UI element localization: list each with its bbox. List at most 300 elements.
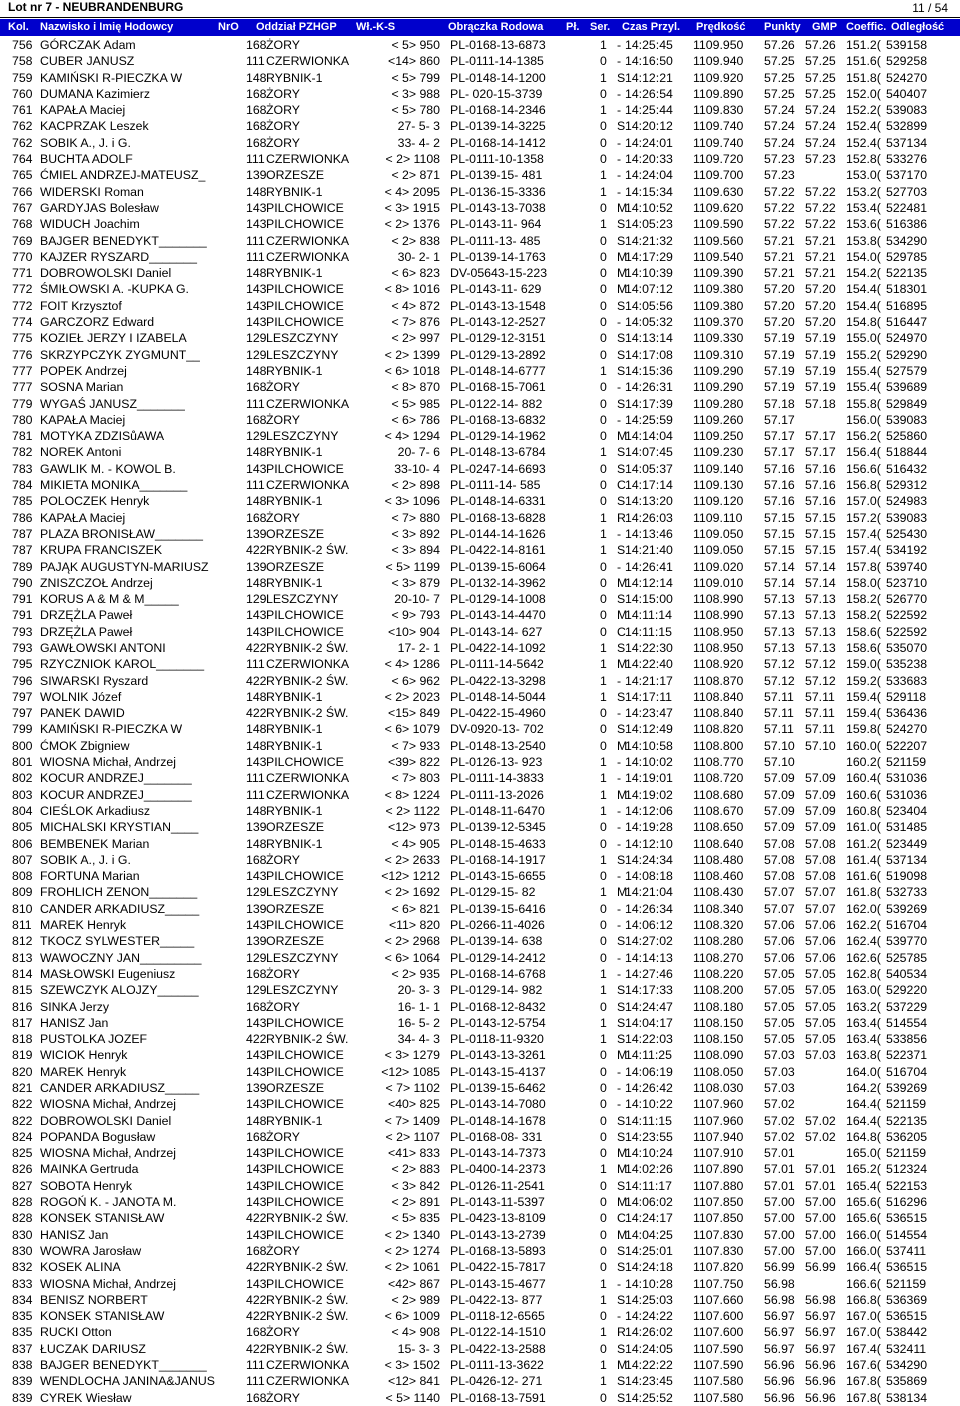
cell-nro: 148 (246, 738, 267, 753)
cell-plec: 1 (600, 168, 607, 183)
cell-plec: 0 (600, 119, 607, 134)
cell-wks: < 5> 1199 (385, 559, 440, 574)
cell-coeffic: 165.0( (846, 1146, 881, 1161)
cell-kol: 790 (12, 575, 33, 590)
cell-oddzial: PILCHOWICE (266, 298, 344, 313)
cell-czas: 14:13:46 (625, 526, 673, 541)
cell-nro: 139 (246, 934, 267, 949)
cell-gmp: 56.96 (805, 1358, 836, 1373)
cell-czas: 14:17:14 (625, 478, 673, 493)
header-divider (0, 17, 960, 18)
table-row (0, 184, 960, 200)
cell-name: KAPAŁA Maciej (40, 103, 126, 118)
cell-plec: 1 (600, 640, 607, 655)
cell-nro: 139 (246, 901, 267, 916)
cell-oddzial: CZERWIONKA (266, 657, 350, 672)
cell-nro: 139 (246, 526, 267, 541)
cell-predkosc: 1107.600 (693, 1309, 744, 1324)
cell-wks: 27- 5- 3 (397, 119, 440, 134)
cell-predkosc: 1108.270 (693, 950, 744, 965)
cell-name: BUCHTA ADOLF (40, 152, 133, 167)
cell-odleglosc: 522592 (886, 624, 928, 639)
cell-obraczka: PL-0143-15-4677 (450, 1276, 546, 1291)
cell-coeffic: 163.4( (846, 1015, 881, 1030)
cell-predkosc: 1108.340 (693, 901, 744, 916)
cell-coeffic: 162.4( (846, 934, 881, 949)
cell-czas: 14:26:41 (625, 559, 673, 574)
table-row (0, 200, 960, 216)
cell-oddzial: ŻORY (266, 38, 300, 52)
cell-predkosc: 1109.830 (693, 103, 744, 118)
cell-wks: < 3> 894 (391, 543, 440, 558)
cell-punkty: 57.16 (764, 461, 795, 476)
cell-obraczka: PL-0168-14-1917 (450, 852, 546, 867)
cell-gmp: 57.08 (805, 836, 836, 851)
cell-predkosc: 1109.740 (693, 119, 744, 134)
cell-seria: - (617, 706, 622, 721)
cell-punkty: 57.07 (764, 901, 795, 916)
cell-plec: 1 (600, 103, 607, 118)
cell-odleglosc: 537134 (886, 135, 928, 150)
cell-predkosc: 1108.770 (693, 755, 744, 770)
cell-name: DOBROWOLSKI Daniel (40, 266, 172, 281)
cell-punkty: 57.22 (764, 217, 795, 232)
cell-gmp: 57.23 (805, 152, 836, 167)
cell-coeffic: 153.8( (846, 233, 881, 248)
cell-odleglosc: 516704 (886, 918, 928, 933)
cell-kol: 761 (12, 103, 33, 118)
cell-plec: 0 (600, 396, 607, 411)
cell-gmp: 56.97 (805, 1325, 836, 1340)
col-obraczka: Obrączka Rodowa (448, 21, 544, 33)
cell-oddzial: RYBNIK-2 ŚW. (266, 1032, 349, 1047)
cell-wks: < 3> 879 (391, 575, 440, 590)
cell-plec: 0 (600, 86, 607, 101)
cell-predkosc: 1108.030 (693, 1081, 744, 1095)
cell-oddzial: PILCHOWICE (266, 1195, 344, 1210)
cell-gmp: 57.25 (805, 86, 836, 101)
cell-kol: 807 (12, 852, 33, 867)
cell-wks: < 2> 2968 (384, 934, 440, 949)
cell-coeffic: 156.0( (846, 412, 881, 427)
cell-coeffic: 161.2( (846, 836, 881, 851)
cell-punkty: 57.19 (764, 331, 795, 346)
cell-nro: 422 (246, 640, 267, 655)
cell-coeffic: 161.0( (846, 820, 881, 835)
cell-nro: 168 (246, 1129, 267, 1144)
table-row (0, 298, 960, 314)
cell-seria: - (617, 1276, 622, 1291)
cell-nro: 129 (246, 592, 267, 607)
table-row (0, 591, 960, 607)
cell-nro: 148 (246, 445, 267, 460)
cell-oddzial: ORZESZE (266, 1081, 325, 1095)
table-row (0, 363, 960, 379)
table-row (0, 1243, 960, 1259)
cell-predkosc: 1109.380 (693, 282, 744, 297)
table-row (0, 265, 960, 281)
cell-odleglosc: 522481 (886, 200, 928, 215)
cell-coeffic: 162.6( (846, 950, 881, 965)
cell-odleglosc: 532411 (886, 1341, 927, 1356)
cell-odleglosc: 536436 (886, 706, 928, 721)
cell-gmp: 56.97 (805, 1309, 836, 1324)
cell-coeffic: 157.8( (846, 559, 881, 574)
cell-czas: 14:24:17 (625, 1211, 673, 1226)
cell-wks: 15- 3- 3 (397, 1341, 440, 1356)
cell-odleglosc: 539689 (886, 380, 928, 395)
cell-oddzial: PILCHOWICE (266, 624, 344, 639)
cell-seria: - (617, 966, 622, 981)
cell-gmp: 57.20 (805, 315, 836, 330)
cell-coeffic: 163.4( (846, 1032, 881, 1047)
cell-oddzial: ORZESZE (266, 168, 325, 183)
cell-wks: 16- 1- 1 (397, 999, 440, 1014)
cell-oddzial: RYBNIK-2 ŚW. (266, 706, 349, 721)
cell-predkosc: 1109.250 (693, 429, 744, 444)
cell-nro: 143 (246, 1097, 267, 1112)
cell-predkosc: 1108.990 (693, 592, 744, 607)
cell-seria: M (617, 608, 628, 623)
cell-obraczka: PL-0422-15-7817 (450, 1260, 546, 1275)
cell-coeffic: 158.2( (846, 608, 881, 623)
cell-seria: - (617, 1097, 622, 1112)
cell-predkosc: 1109.140 (693, 461, 744, 476)
cell-name: WOLNIK Józef (40, 689, 122, 704)
cell-plec: 0 (600, 1178, 607, 1193)
cell-plec: 0 (600, 1211, 607, 1226)
cell-name: ZNISZCZOŁ Andrzej (40, 575, 153, 590)
table-row (0, 477, 960, 493)
cell-wks: < 7> 880 (391, 510, 440, 525)
cell-kol: 784 (12, 478, 33, 493)
cell-kol: 817 (12, 1015, 33, 1030)
cell-gmp: 57.06 (805, 918, 836, 933)
cell-gmp: 57.07 (805, 901, 836, 916)
cell-coeffic: 159.8( (846, 722, 881, 737)
cell-kol: 800 (12, 738, 33, 753)
cell-seria: R (617, 1325, 626, 1340)
cell-seria: - (617, 54, 622, 69)
cell-name: MOTYKA ZDZISůAWA (40, 429, 165, 444)
cell-nro: 111 (246, 478, 265, 493)
cell-nro: 143 (246, 1162, 267, 1177)
cell-predkosc: 1109.330 (693, 331, 744, 346)
cell-name: SOSNA Marian (40, 380, 124, 395)
cell-oddzial: PILCHOWICE (266, 1015, 344, 1030)
cell-kol: 787 (12, 543, 33, 558)
cell-plec: 0 (600, 331, 607, 346)
cell-wks: < 2> 1376 (384, 217, 440, 232)
cell-kol: 814 (12, 966, 33, 981)
cell-plec: 0 (600, 706, 607, 721)
cell-predkosc: 1109.740 (693, 135, 744, 150)
cell-coeffic: 157.0( (846, 494, 881, 509)
cell-wks: 33- 4- 2 (397, 135, 440, 150)
cell-kol: 756 (12, 38, 33, 52)
cell-gmp: 56.99 (805, 1260, 836, 1275)
cell-odleglosc: 522371 (886, 1048, 928, 1063)
cell-predkosc: 1109.630 (693, 184, 744, 199)
cell-plec: 1 (600, 657, 607, 672)
cell-odleglosc: 525430 (886, 526, 928, 541)
cell-coeffic: 157.2( (846, 510, 881, 525)
cell-gmp: 57.19 (805, 363, 836, 378)
cell-punkty: 57.13 (764, 640, 795, 655)
table-row (0, 37, 960, 53)
cell-seria: M (617, 200, 628, 215)
cell-obraczka: PL-0111-14-3833 (450, 771, 544, 786)
cell-coeffic: 159.2( (846, 673, 881, 688)
cell-obraczka: PL-0143-11- 964 (450, 217, 542, 232)
cell-czas: 14:05:56 (625, 298, 673, 313)
cell-gmp: 57.13 (805, 592, 836, 607)
cell-name: GAWLIK M. - KOWOL B. (40, 461, 176, 476)
cell-obraczka: PL-0168-13-6873 (450, 38, 546, 52)
cell-obraczka: PL-0168-12-8432 (450, 999, 546, 1014)
col-seria: Ser. (590, 21, 611, 33)
cell-odleglosc: 529849 (886, 396, 928, 411)
cell-wks: < 2> 1122 (385, 803, 440, 818)
cell-oddzial: ORZESZE (266, 934, 325, 949)
cell-plec: 0 (600, 738, 607, 753)
cell-kol: 760 (12, 86, 33, 101)
cell-oddzial: RYBNIK-1 (266, 363, 323, 378)
table-row (0, 1227, 960, 1243)
cell-punkty: 56.99 (764, 1260, 795, 1275)
cell-wks: < 6> 1079 (384, 722, 440, 737)
cell-oddzial: ORZESZE (266, 526, 325, 541)
cell-odleglosc: 529312 (886, 478, 928, 493)
cell-name: PLAZA BRONISŁAW_______ (40, 526, 203, 541)
cell-nro: 139 (246, 559, 267, 574)
cell-czas: 14:08:18 (625, 869, 673, 884)
cell-nro: 143 (246, 217, 267, 232)
cell-nro: 129 (246, 983, 267, 998)
cell-name: SOBIK A., J. i G. (40, 135, 131, 150)
cell-seria: - (617, 918, 622, 933)
cell-name: POPEK Andrzej (40, 363, 127, 378)
table-row (0, 249, 960, 265)
cell-nro: 143 (246, 918, 267, 933)
cell-obraczka: PL-0168-14-1412 (450, 135, 546, 150)
cell-kol: 837 (12, 1341, 33, 1356)
cell-predkosc: 1109.940 (693, 54, 744, 69)
cell-gmp: 57.14 (805, 575, 836, 590)
cell-punkty: 56.96 (764, 1358, 795, 1373)
table-row (0, 1308, 960, 1324)
cell-seria: - (617, 673, 622, 688)
cell-punkty: 57.02 (764, 1113, 795, 1128)
cell-nro: 422 (246, 1341, 267, 1356)
cell-obraczka: PL-0111-13-3622 (450, 1358, 544, 1373)
cell-odleglosc: 522592 (886, 608, 928, 623)
cell-seria: M (617, 1048, 628, 1063)
cell-name: DRZĘŻLA Paweł (40, 608, 133, 623)
cell-oddzial: RYBNIK-1 (266, 803, 323, 818)
table-row (0, 559, 960, 575)
cell-obraczka: PL-0143-14-4470 (450, 608, 546, 623)
cell-czas: 14:15:36 (625, 363, 673, 378)
cell-plec: 0 (600, 559, 607, 574)
cell-nro: 111 (246, 396, 265, 411)
cell-seria: S (617, 494, 626, 509)
table-row (0, 542, 960, 558)
cell-odleglosc: 538442 (886, 1325, 928, 1340)
cell-kol: 830 (12, 1227, 33, 1242)
cell-kol: 758 (12, 54, 33, 69)
cell-czas: 14:27:02 (625, 934, 673, 949)
cell-kol: 776 (12, 347, 33, 362)
cell-oddzial: ŻORY (266, 966, 300, 981)
cell-czas: 14:21:32 (625, 233, 673, 248)
cell-wks: <11> 820 (388, 918, 440, 933)
cell-seria: - (617, 1309, 622, 1324)
cell-nro: 168 (246, 380, 267, 395)
cell-gmp: 57.25 (805, 54, 836, 69)
cell-punkty: 57.13 (764, 624, 795, 639)
cell-gmp: 57.05 (805, 966, 836, 981)
cell-wks: < 2> 989 (391, 1292, 440, 1307)
cell-obraczka: PL-0111-14-1385 (450, 54, 544, 69)
table-row (0, 656, 960, 672)
cell-obraczka: PL-0143-14-7080 (450, 1097, 546, 1112)
cell-oddzial: CZERWIONKA (266, 1374, 350, 1389)
cell-plec: 0 (600, 624, 607, 639)
cell-odleglosc: 537411 (886, 1243, 927, 1258)
cell-wks: <12> 841 (388, 1374, 440, 1389)
cell-wks: < 2> 1340 (384, 1227, 440, 1242)
cell-plec: 1 (600, 510, 607, 525)
cell-odleglosc: 522207 (886, 738, 928, 753)
cell-odleglosc: 539269 (886, 1081, 928, 1095)
table-row (0, 754, 960, 770)
cell-kol: 821 (12, 1081, 33, 1095)
cell-coeffic: 161.4( (846, 852, 881, 867)
cell-kol: 819 (12, 1048, 33, 1063)
cell-oddzial: ŻORY (266, 119, 300, 134)
cell-gmp: 57.15 (805, 510, 836, 525)
cell-wks: < 2> 2633 (384, 852, 440, 867)
cell-punkty: 57.11 (764, 706, 794, 721)
cell-plec: 0 (600, 429, 607, 444)
cell-name: CYREK Wiesław (40, 1390, 132, 1405)
cell-nro: 111 (246, 249, 265, 264)
cell-oddzial: LESZCZYNY (266, 983, 339, 998)
cell-czas: 14:14:13 (625, 950, 673, 965)
cell-seria: M (617, 1227, 628, 1242)
cell-seria: S (617, 445, 626, 460)
cell-punkty: 57.21 (764, 266, 795, 281)
cell-kol: 811 (12, 918, 32, 933)
cell-plec: 1 (600, 787, 607, 802)
cell-wks: < 7> 1409 (384, 1113, 440, 1128)
cell-kol: 772 (12, 298, 33, 313)
cell-oddzial: PILCHOWICE (266, 1097, 344, 1112)
cell-gmp: 57.03 (805, 1048, 836, 1063)
cell-nro: 148 (246, 266, 267, 281)
cell-punkty: 57.17 (764, 429, 795, 444)
cell-name: SINKA Jerzy (40, 999, 110, 1014)
cell-nro: 148 (246, 689, 267, 704)
cell-coeffic: 153.4( (846, 200, 881, 215)
cell-oddzial: LESZCZYNY (266, 347, 339, 362)
cell-seria: S (617, 640, 626, 655)
cell-oddzial: PILCHOWICE (266, 1178, 344, 1193)
cell-kol: 765 (12, 168, 33, 183)
cell-odleglosc: 516704 (886, 1064, 928, 1079)
cell-wks: <15> 849 (388, 706, 440, 721)
cell-kol: 824 (12, 1129, 33, 1144)
cell-wks: < 4> 905 (391, 836, 440, 851)
cell-coeffic: 167.8( (846, 1374, 881, 1389)
cell-wks: < 3> 1915 (384, 200, 440, 215)
cell-czas: 14:21:04 (625, 885, 673, 900)
cell-czas: 14:02:26 (625, 1162, 673, 1177)
cell-coeffic: 161.6( (846, 869, 881, 884)
cell-obraczka: PL-0148-14-6777 (450, 363, 546, 378)
cell-obraczka: PL-0168-13-6828 (450, 510, 546, 525)
cell-oddzial: LESZCZYNY (266, 592, 339, 607)
cell-punkty: 57.17 (764, 445, 795, 460)
cell-kol: 810 (12, 901, 33, 916)
cell-seria: - (617, 771, 622, 786)
cell-nro: 111 (246, 152, 265, 167)
cell-obraczka: PL-0426-12- 271 (450, 1374, 543, 1389)
cell-nro: 139 (246, 168, 267, 183)
cell-name: BENISZ NORBERT (40, 1292, 148, 1307)
cell-punkty: 57.06 (764, 934, 795, 949)
cell-gmp: 57.05 (805, 983, 836, 998)
cell-obraczka: PL-0136-15-3336 (450, 184, 546, 199)
cell-gmp: 57.16 (805, 461, 836, 476)
cell-nro: 143 (246, 1276, 267, 1291)
cell-odleglosc: 516432 (886, 461, 928, 476)
cell-gmp: 57.14 (805, 559, 836, 574)
cell-wks: < 2> 935 (391, 966, 440, 981)
cell-odleglosc: 537134 (886, 852, 928, 867)
cell-wks: < 3> 1279 (384, 1048, 440, 1063)
cell-kol: 767 (12, 200, 33, 215)
cell-nro: 143 (246, 608, 267, 623)
cell-name: CUBER JANUSZ (40, 54, 135, 69)
cell-obraczka: PL- 020-15-3739 (450, 86, 543, 101)
cell-seria: S (617, 1292, 626, 1307)
cell-seria: M (617, 429, 628, 444)
cell-obraczka: PL-0126-11-2541 (450, 1178, 545, 1193)
cell-kol: 780 (12, 412, 33, 427)
table-row (0, 884, 960, 900)
cell-oddzial: PILCHOWICE (266, 918, 344, 933)
cell-predkosc: 1107.660 (693, 1292, 744, 1307)
cell-nro: 422 (246, 1211, 267, 1226)
table-row (0, 102, 960, 118)
cell-kol: 762 (12, 135, 33, 150)
cell-predkosc: 1109.280 (693, 396, 744, 411)
cell-obraczka: PL-0266-11-4026 (450, 918, 545, 933)
cell-nro: 143 (246, 755, 267, 770)
results-table (0, 37, 960, 1406)
cell-gmp: 57.22 (805, 200, 836, 215)
cell-czas: 14:17:39 (625, 396, 673, 411)
cell-czas: 14:05:37 (625, 461, 673, 476)
cell-seria: - (617, 869, 622, 884)
cell-gmp: 57.17 (805, 429, 836, 444)
cell-kol: 825 (12, 1146, 33, 1161)
cell-coeffic: 152.4( (846, 119, 881, 134)
cell-name: MICHALSKI KRYSTIAN____ (40, 820, 199, 835)
col-czas: Czas Przyl. (622, 21, 681, 33)
